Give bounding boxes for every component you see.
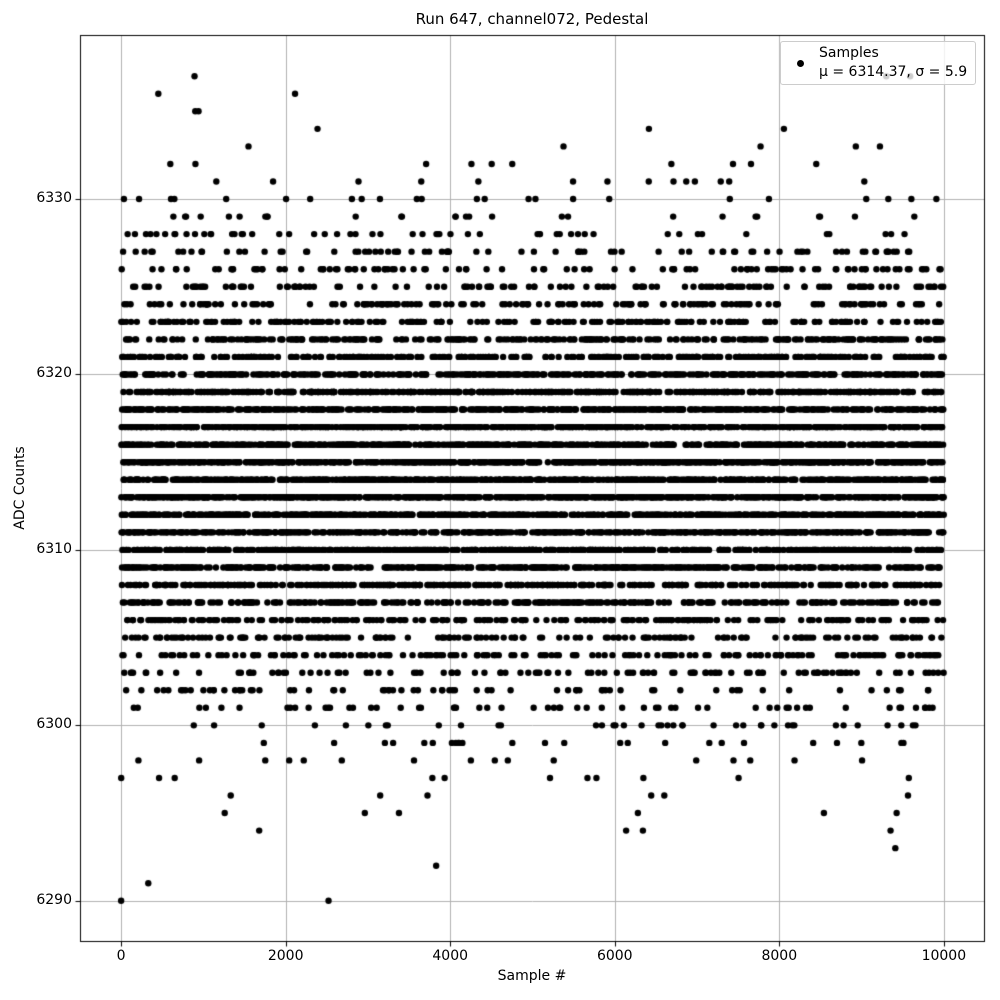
y-tick-label: 6330 [36,190,72,207]
x-tick-label: 0 [116,948,126,964]
x-tick-label: 6000 [596,948,633,964]
legend [780,41,976,85]
y-tick-label: 6320 [36,365,72,382]
y-tick-label: 6290 [36,891,72,908]
y-axis-label: ADC Counts [12,446,28,530]
legend-label [819,44,967,82]
legend-stats-line: μ = 6314.37, σ = 5.9 [819,64,968,80]
legend-marker-column [781,60,819,67]
chart-title: Run 647, channel072, Pedestal [415,10,649,28]
y-tick-label: 6310 [36,540,72,557]
x-tick-label: 2000 [267,948,304,964]
y-tick-label: 6300 [36,716,72,733]
legend-sample-marker-icon [797,60,804,67]
x-tick-label: 4000 [432,948,469,964]
x-axis-label: Sample # [497,968,567,984]
x-tick-label: 10000 [921,948,967,964]
legend-series-name: Samples [819,45,879,61]
x-tick-label: 8000 [761,948,798,964]
